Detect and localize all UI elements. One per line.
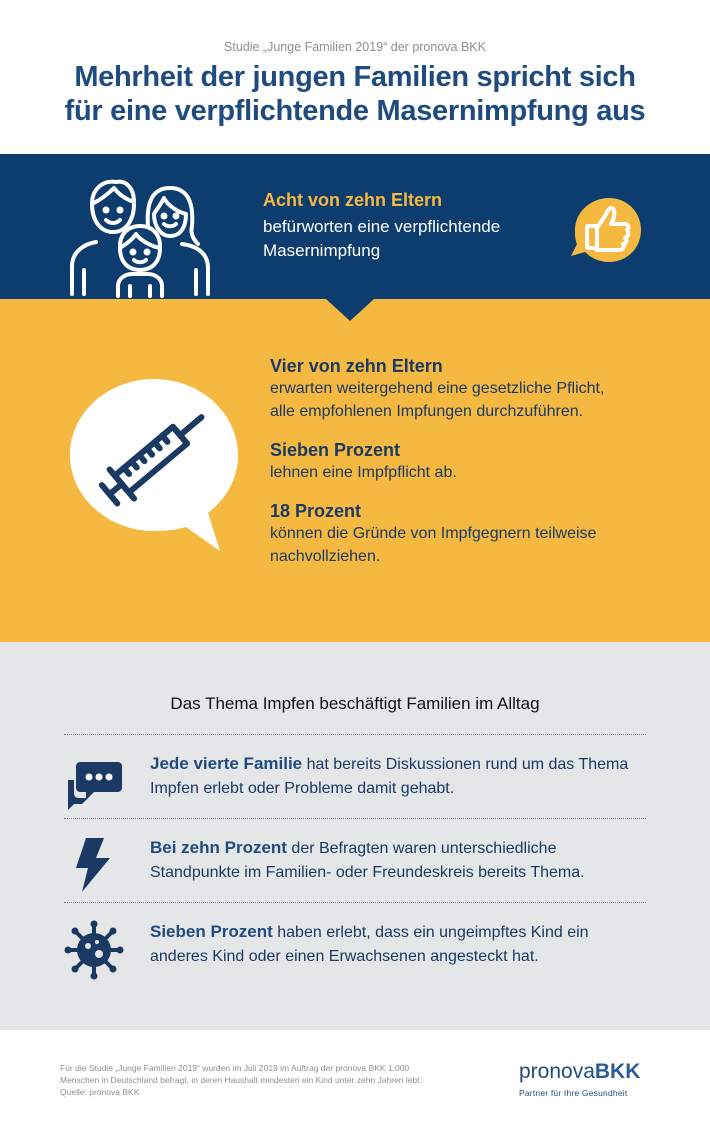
fact-item	[270, 439, 670, 484]
page-title	[0, 60, 710, 128]
divider	[64, 902, 646, 903]
pointer-notch	[326, 299, 374, 321]
syringe-icon	[68, 375, 240, 553]
list-item	[64, 920, 654, 990]
blue-body-line-2: Masernimpfung	[263, 241, 381, 260]
yellow-facts	[270, 355, 670, 584]
footnote	[60, 1062, 460, 1098]
list-item-highlight: Bei zehn Prozent	[150, 838, 287, 857]
list-item	[64, 752, 654, 822]
logo-wordmark	[519, 1060, 659, 1084]
fact-item	[270, 355, 670, 423]
list-item-rest: hat bereits Diskussionen rund um das Thema Impfen erlebt oder Probleme damit gehabt.	[150, 756, 629, 797]
fact-body-line: alle empfohlenen Impfungen durchzuführen.	[270, 403, 584, 420]
list-item-highlight: Jede vierte Familie	[150, 754, 303, 773]
divider	[64, 818, 646, 819]
fact-headline: 18 Prozent	[270, 501, 362, 521]
header	[0, 0, 710, 154]
blue-headline: Acht von zehn Eltern	[263, 190, 443, 210]
list-item-rest: haben erlebt, dass ein ungeimpftes Kind ein anderes Kind oder einen Erwachsenen angesteckt hat.	[150, 924, 589, 965]
blue-text-block	[263, 189, 563, 263]
chat-bubbles-icon	[64, 752, 124, 812]
footnote-line: Für die Studie „Junge Familien 2019“ wurden im Juli 2019 im Auftrag der pronova BKK 1.000	[60, 1063, 410, 1073]
list-item	[64, 836, 654, 906]
logo-part-pronova: pronova	[519, 1060, 595, 1083]
list-item-rest: der Befragten waren unterschiedliche Standpunkte im Familien- oder Freundeskreis bereits Thema.	[150, 840, 585, 881]
gray-section-title: Das Thema Impfen beschäftigt Familien im Alltag	[170, 694, 540, 713]
divider	[64, 734, 646, 735]
page-title-line-1: Mehrheit der jungen Familien spricht sich	[74, 61, 636, 93]
fact-headline: Vier von zehn Eltern	[270, 356, 443, 376]
gray-section	[0, 642, 710, 1030]
footnote-line: Menschen in Deutschland befragt, in deren Haushalt mindesten ein Kind unter zehn Jahren lebt.	[60, 1075, 422, 1085]
yellow-section	[0, 299, 710, 642]
fact-item	[270, 500, 670, 568]
virus-icon	[64, 920, 124, 980]
list-item-text	[150, 752, 650, 801]
blue-section	[0, 154, 710, 299]
thumbs-up-icon	[569, 194, 644, 269]
family-icon	[70, 174, 212, 298]
fact-body-line: lehnen eine Impfpflicht ab.	[270, 464, 457, 481]
list-item-text	[150, 920, 650, 969]
footnote-source: Quelle: pronova BKK	[60, 1087, 140, 1097]
logo-part-bkk: BKK	[594, 1060, 641, 1083]
fact-headline: Sieben Prozent	[270, 440, 401, 460]
page-title-line-2: für eine verpflichtende Masernimpfung aus	[64, 95, 646, 127]
logo-tagline: Partner für Ihre Gesundheit	[519, 1088, 628, 1098]
footer	[0, 1030, 710, 1141]
lightning-icon	[64, 836, 124, 896]
list-item-highlight: Sieben Prozent	[150, 922, 273, 941]
fact-body-line: können die Gründe von Impfgegnern teilweise	[270, 525, 597, 542]
fact-body-line: nachvollziehen.	[270, 548, 381, 565]
study-label: Studie „Junge Familien 2019“ der pronova BKK	[224, 40, 486, 54]
fact-body-line: erwarten weitergehend eine gesetzliche Pflicht,	[270, 380, 605, 397]
list-item-text	[150, 836, 650, 885]
blue-body-line-1: befürworten eine verpflichtende	[263, 217, 501, 236]
pronova-bkk-logo	[519, 1060, 659, 1098]
